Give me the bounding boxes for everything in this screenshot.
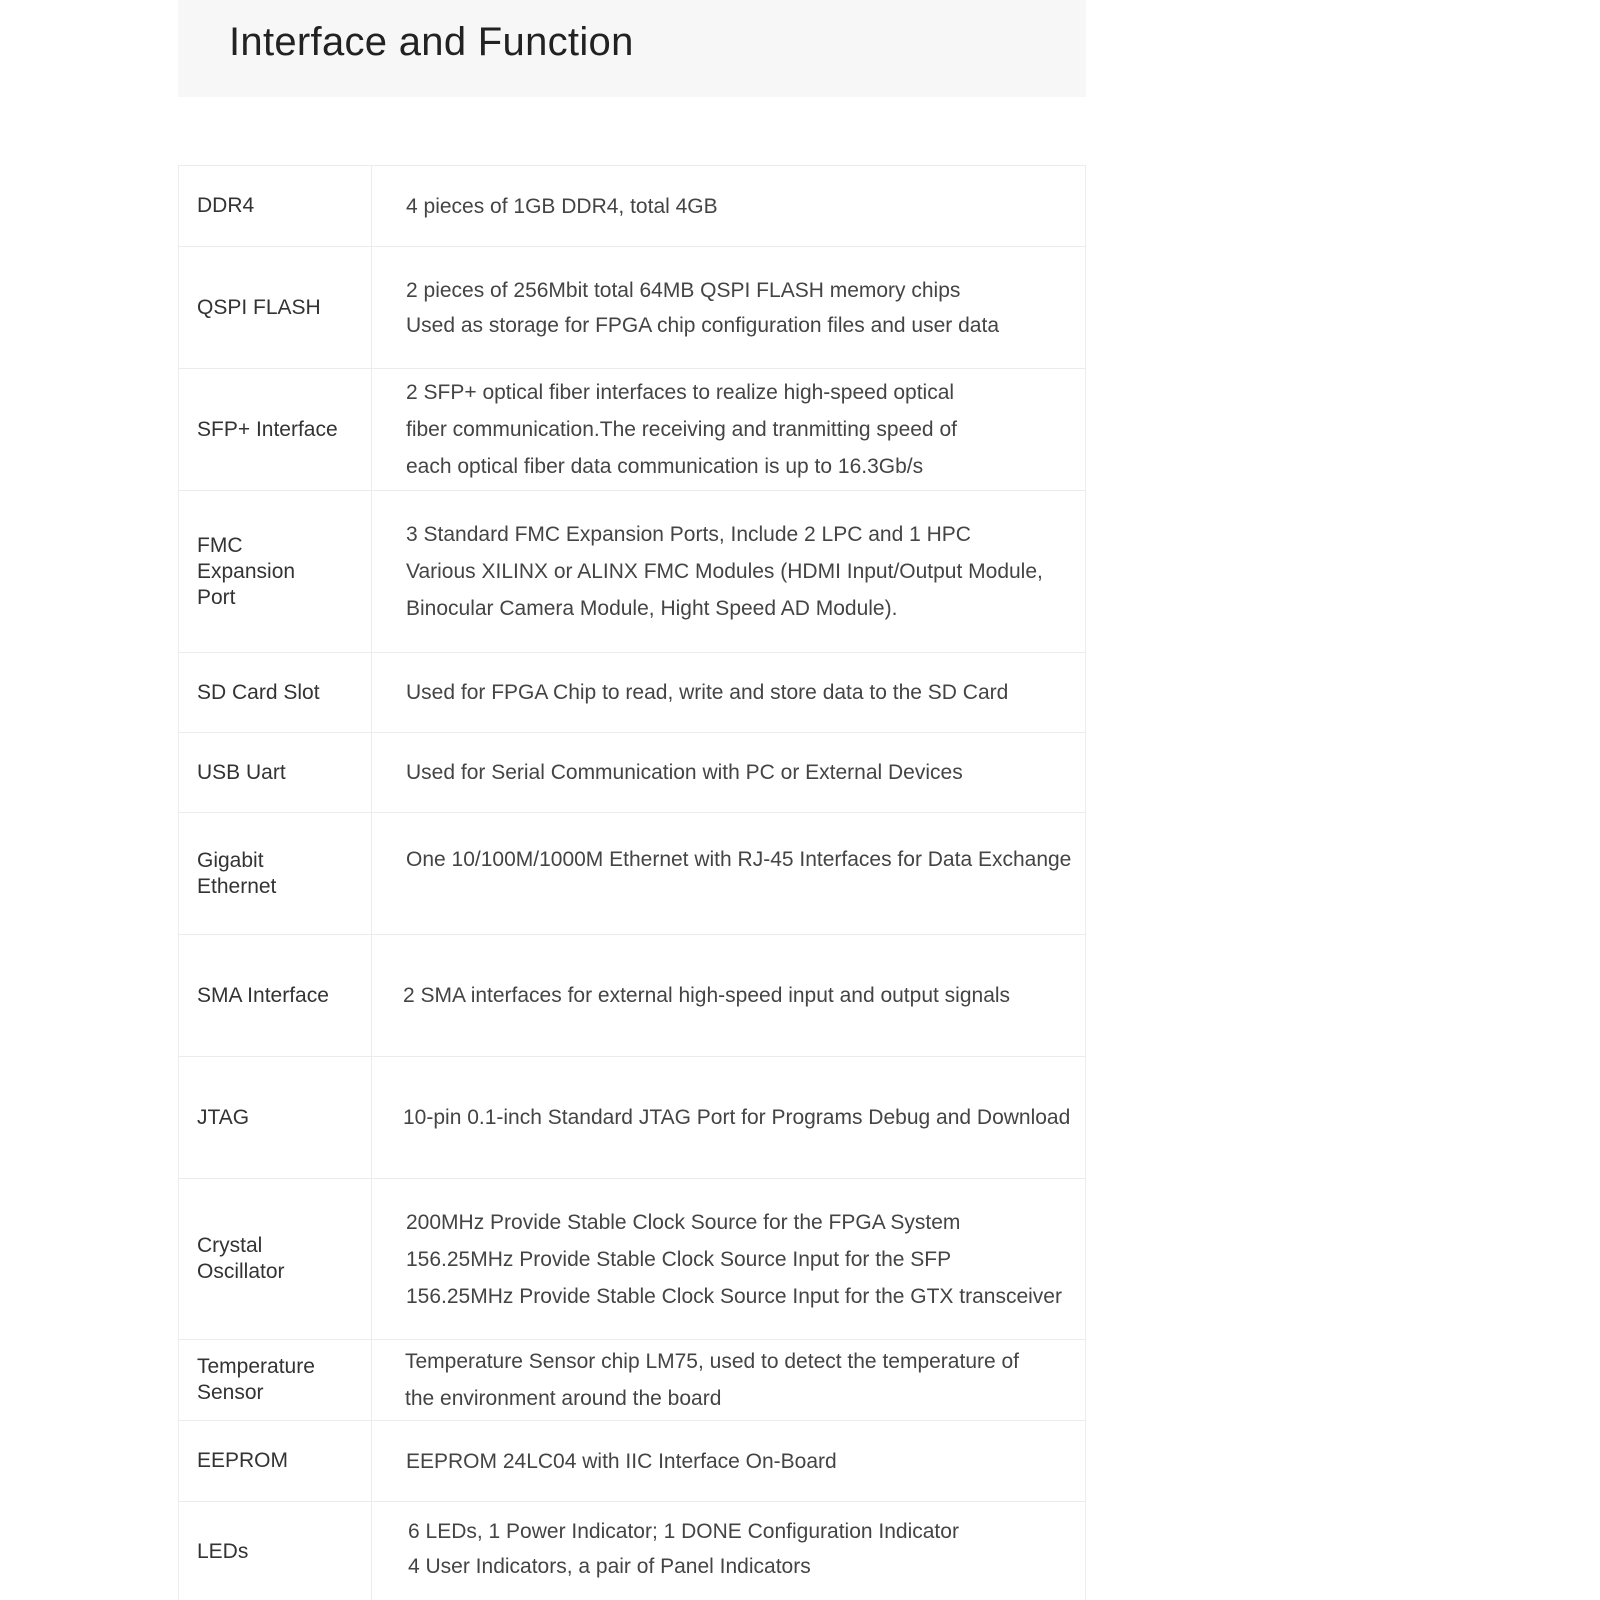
row-value: Used for Serial Communication with PC or External Devices xyxy=(372,733,1086,813)
row-label: SMA Interface xyxy=(179,935,372,1057)
row-label: SFP+ Interface xyxy=(179,369,372,491)
row-value: 3 Standard FMC Expansion Ports, Include 2 LPC and 1 HPC Various XILINX or ALINX FMC Modules (HDMI Input/Output Module, Binocular Camera Module, Hight Speed AD Module). xyxy=(372,491,1086,653)
row-value: 10-pin 0.1-inch Standard JTAG Port for Programs Debug and Download xyxy=(372,1057,1086,1179)
row-label: FMC Expansion Port xyxy=(179,491,372,653)
row-label: EEPROM xyxy=(179,1421,372,1502)
row-value: One 10/100M/1000M Ethernet with RJ-45 Interfaces for Data Exchange xyxy=(372,813,1086,935)
table-row xyxy=(179,1502,1086,1600)
table-row xyxy=(179,369,1086,491)
table-row xyxy=(179,653,1086,733)
table-row xyxy=(179,1057,1086,1179)
table-row xyxy=(179,935,1086,1057)
table-row xyxy=(179,491,1086,653)
row-label: LEDs xyxy=(179,1502,372,1600)
spec-table xyxy=(178,165,1086,1600)
row-value: 2 SFP+ optical fiber interfaces to realize high-speed optical fiber communication.The receiving and tranmitting speed of each optical fiber data communication is up to 16.3Gb/s xyxy=(372,369,1086,491)
row-value: 4 pieces of 1GB DDR4, total 4GB xyxy=(372,166,1086,247)
row-label: QSPI FLASH xyxy=(179,247,372,369)
row-value: Temperature Sensor chip LM75, used to detect the temperature of the environment around the board xyxy=(372,1340,1086,1421)
row-label: JTAG xyxy=(179,1057,372,1179)
row-label: Gigabit Ethernet xyxy=(179,813,372,935)
page-title: Interface and Function xyxy=(229,20,634,64)
row-label: Crystal Oscillator xyxy=(179,1179,372,1340)
table-row xyxy=(179,733,1086,813)
row-value: 6 LEDs, 1 Power Indicator; 1 DONE Configuration Indicator 4 User Indicators, a pair of Panel Indicators xyxy=(372,1502,1086,1600)
table-row xyxy=(179,247,1086,369)
table-row xyxy=(179,166,1086,247)
table-row xyxy=(179,1179,1086,1340)
row-label: SD Card Slot xyxy=(179,653,372,733)
row-label: USB Uart xyxy=(179,733,372,813)
row-value: 200MHz Provide Stable Clock Source for the FPGA System 156.25MHz Provide Stable Clock Source Input for the SFP 156.25MHz Provide Stable Clock Source Input for the GTX transceiver xyxy=(372,1179,1086,1340)
row-value: 2 SMA interfaces for external high-speed input and output signals xyxy=(372,935,1086,1057)
row-label: DDR4 xyxy=(179,166,372,247)
row-value: 2 pieces of 256Mbit total 64MB QSPI FLASH memory chips Used as storage for FPGA chip configuration files and user data xyxy=(372,247,1086,369)
section-header xyxy=(178,0,1086,97)
row-value: EEPROM 24LC04 with IIC Interface On-Board xyxy=(372,1421,1086,1502)
table-row xyxy=(179,1340,1086,1421)
row-value: Used for FPGA Chip to read, write and store data to the SD Card xyxy=(372,653,1086,733)
table-row xyxy=(179,813,1086,935)
row-label: Temperature Sensor xyxy=(179,1340,372,1421)
table-row xyxy=(179,1421,1086,1502)
